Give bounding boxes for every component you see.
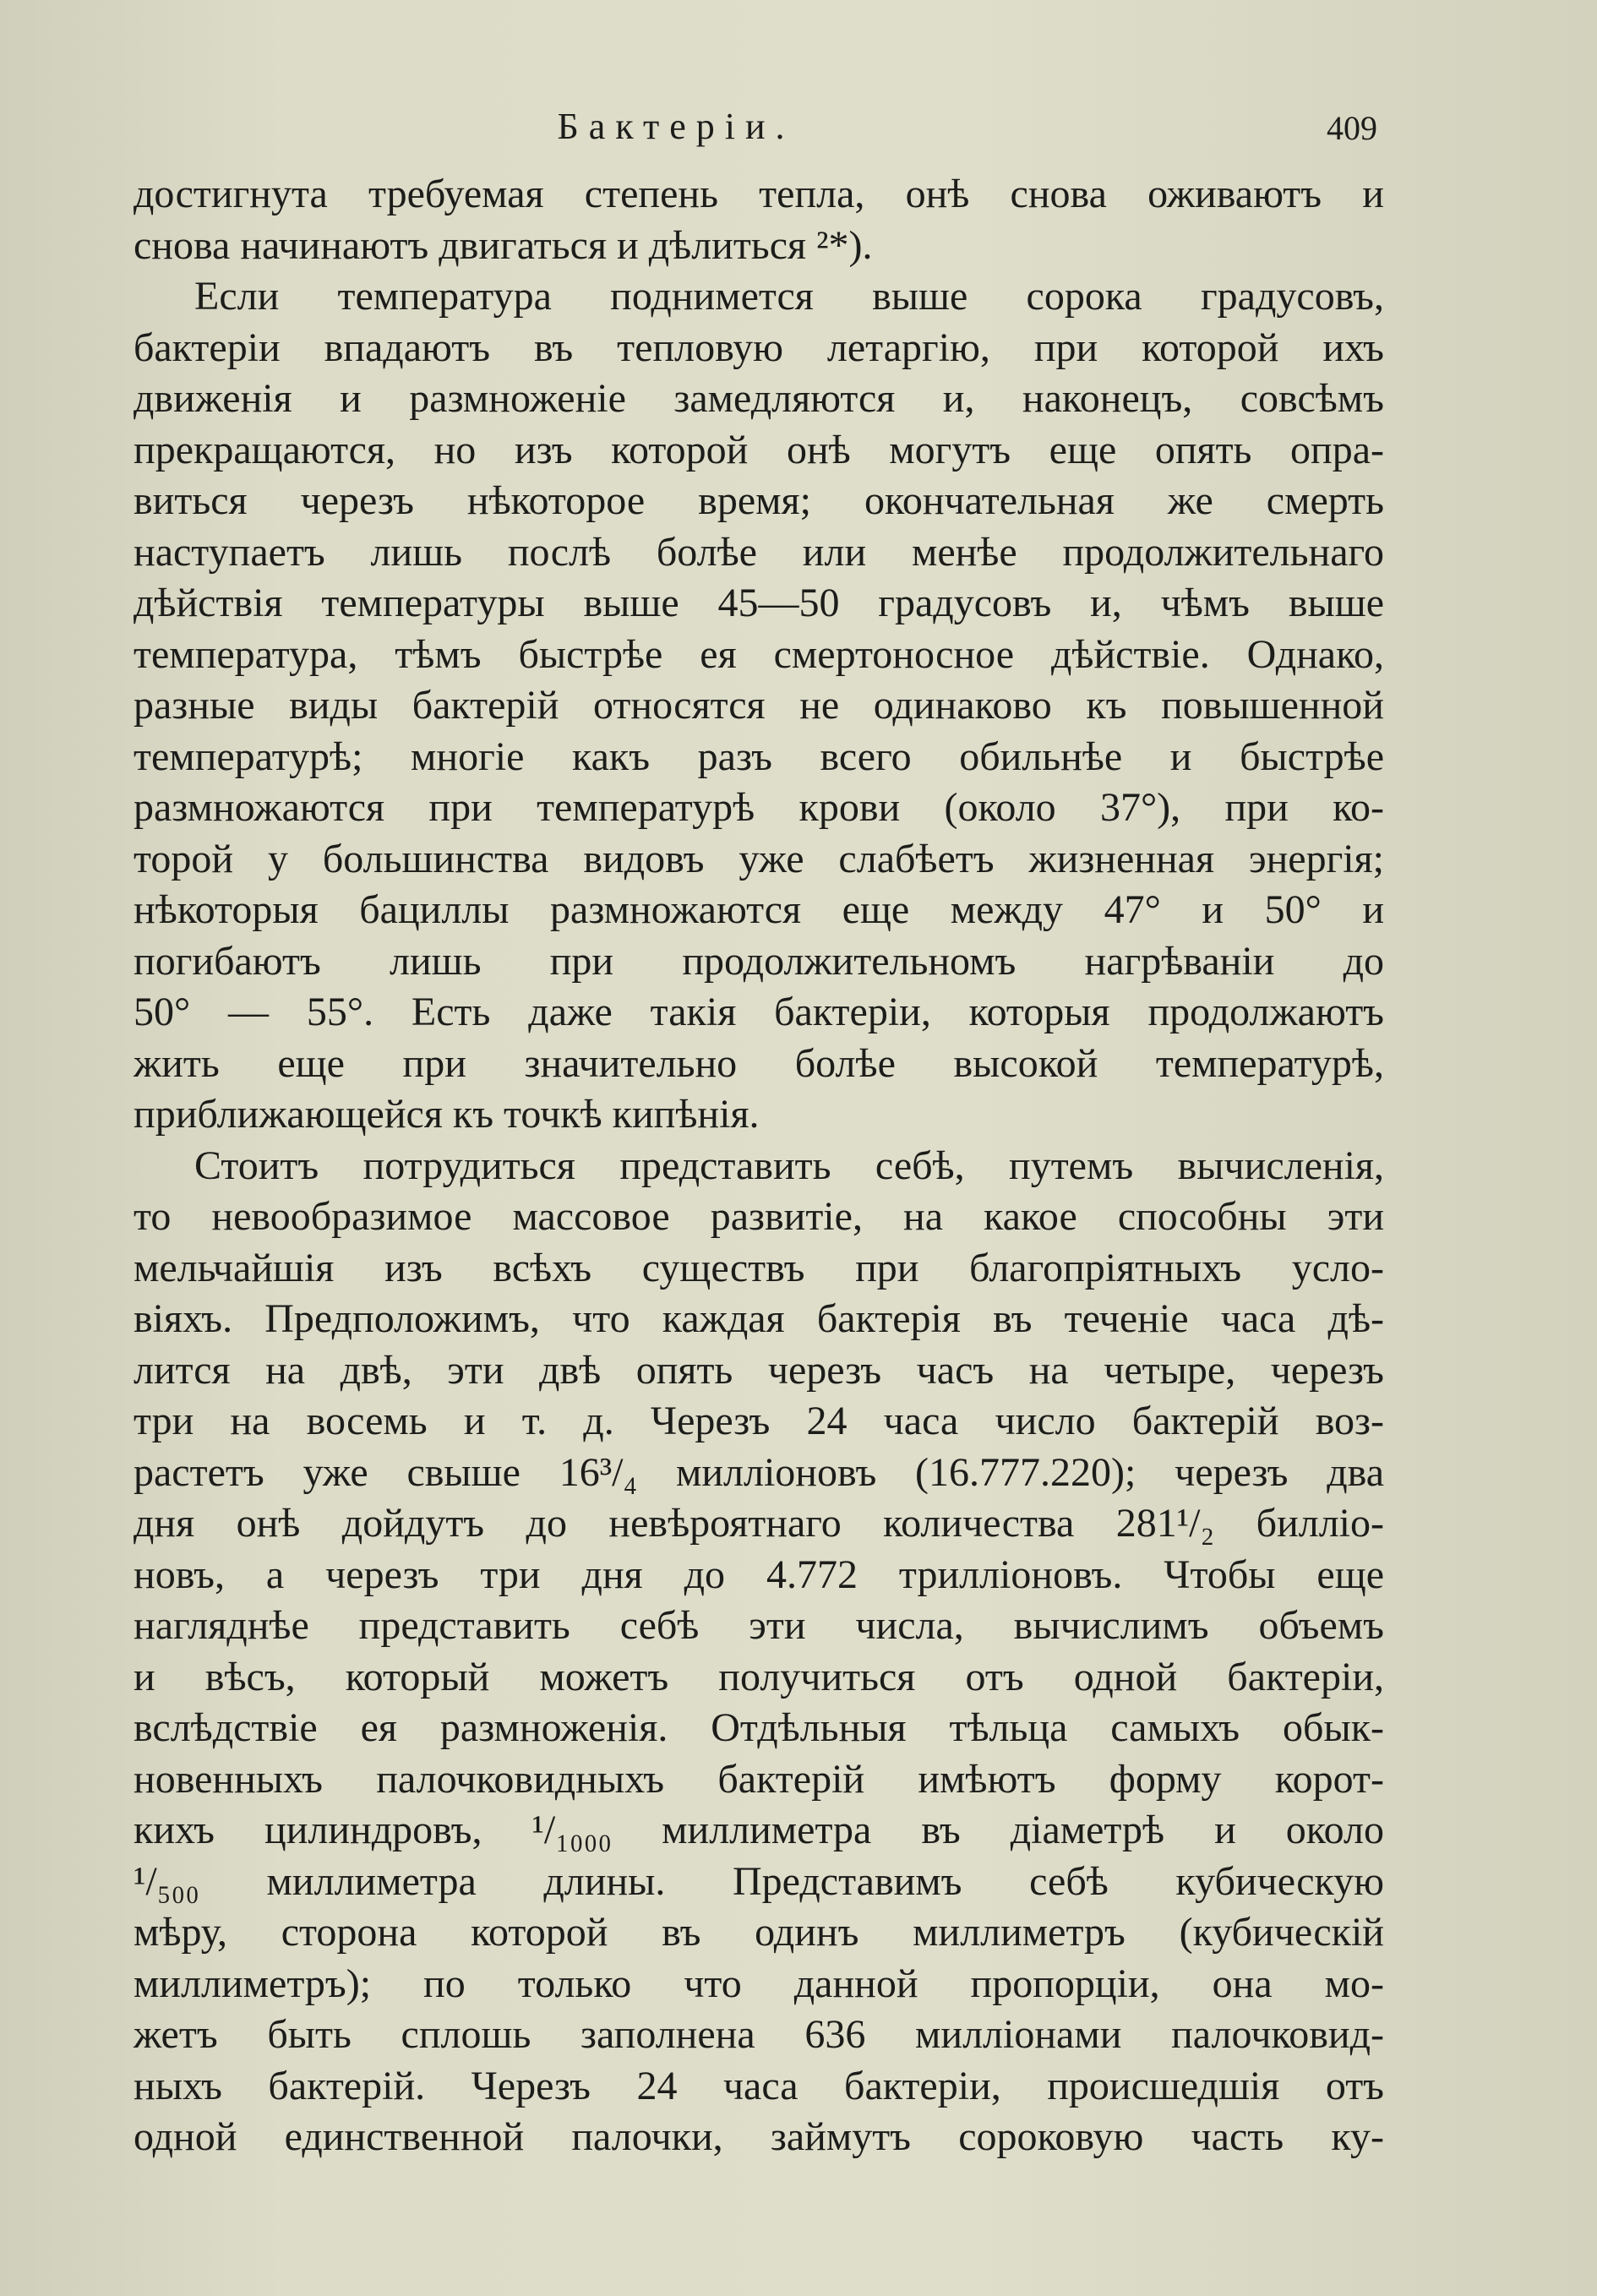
text-body bbox=[134, 169, 1384, 2163]
text-line: наступаетъ лишь послѣ болѣе или менѣе продолжительнаго bbox=[134, 529, 1384, 575]
text-line: снова начинаютъ двигаться и дѣлиться ²*). bbox=[134, 222, 873, 268]
text-line: разные виды бактерiй относятся не одинаково къ повышенной bbox=[134, 683, 1384, 728]
page-number: 409 bbox=[1327, 109, 1377, 147]
text-line: Если температура поднимется выше сорока градусовъ, bbox=[194, 274, 1384, 319]
text-line: жить еще при значительно болѣе высокой температурѣ, bbox=[134, 1040, 1384, 1086]
text-line: погибаютъ лишь при продолжительномъ нагрѣванiи до bbox=[134, 938, 1384, 984]
text-line: размножаются при температурѣ крови (около 37°), при ко- bbox=[134, 785, 1384, 830]
text-line: жетъ быть сплошь заполнена 636 миллiонами палочковид- bbox=[134, 2012, 1384, 2057]
text-line: вслѣдствiе ея размноженiя. Отдѣльныя тѣльца самыхъ обык- bbox=[134, 1705, 1384, 1750]
text-line: мѣру, сторона которой въ одинъ миллиметръ (кубическiй bbox=[134, 1910, 1384, 1955]
text-line: виться черезъ нѣкоторое время; окончательная же смерть bbox=[134, 478, 1384, 523]
running-title: Бактерiи. bbox=[557, 106, 795, 147]
text-line: прекращаются, но изъ которой онѣ могутъ еще опять опра- bbox=[134, 427, 1384, 472]
text-line: температура, тѣмъ быстрѣе ея смертоносное дѣйствiе. Однако, bbox=[134, 631, 1384, 677]
text-line: и вѣсъ, который можетъ получиться отъ одной бактерiи, bbox=[134, 1654, 1384, 1699]
text-line: Стоитъ потрудиться представить себѣ, путемъ вычисленiя, bbox=[194, 1143, 1384, 1188]
text-line: растетъ уже свыше 16³/₄ миллiоновъ (16.777.220); черезъ два bbox=[134, 1449, 1384, 1495]
text-line: одной единственной палочки, займутъ сороковую часть ку- bbox=[134, 2114, 1384, 2159]
text-line: лится на двѣ, эти двѣ опять черезъ часъ на четыре, черезъ bbox=[134, 1347, 1384, 1393]
text-line: температурѣ; многiе какъ разъ всего обильнѣе и быстрѣе bbox=[134, 734, 1384, 779]
text-line: 50° — 55°. Есть даже такiя бактерiи, которыя продолжаютъ bbox=[134, 990, 1384, 1034]
text-line: бактерiи впадаютъ въ тепловую летаргiю, при которой ихъ bbox=[134, 324, 1384, 370]
text-line: ныхъ бактерiй. Черезъ 24 часа бактерiи, происшедшiя отъ bbox=[134, 2063, 1384, 2108]
text-line: кихъ цилиндровъ, ¹/₁₀₀₀ миллиметра въ дiаметрѣ и около bbox=[134, 1808, 1384, 1852]
text-line: новъ, а черезъ три дня до 4.772 триллiоновъ. Чтобы еще bbox=[134, 1552, 1384, 1597]
text-line: мельчайшiя изъ всѣхъ существъ при благопрiятныхъ усло- bbox=[134, 1245, 1384, 1290]
text-line: вiяхъ. Предположимъ, что каждая бактерiя въ теченiе часа дѣ- bbox=[134, 1296, 1384, 1341]
text-line: дня онѣ дойдутъ до невѣроятнаго количества 281¹/₂ биллiо- bbox=[134, 1501, 1384, 1546]
text-line: ¹/₅₀₀ миллиметра длины. Представимъ себѣ кубическую bbox=[134, 1858, 1384, 1904]
text-line: миллиметръ); по только что данной пропорцiи, она мо- bbox=[134, 1961, 1384, 2006]
text-line: три на восемь и т. д. Черезъ 24 часа число бактерiй воз- bbox=[134, 1399, 1384, 1443]
running-head bbox=[127, 101, 1377, 161]
text-line: движенiя и размноженiе замедляются и, наконецъ, совсѣмъ bbox=[134, 376, 1384, 421]
text-line: приближающейся къ точкѣ кипѣнiя. bbox=[134, 1092, 760, 1137]
text-line: дѣйствiя температуры выше 45—50 градусовъ и, чѣмъ выше bbox=[134, 581, 1384, 625]
text-line: нагляднѣе представить себѣ эти числа, вычислимъ объемъ bbox=[134, 1603, 1384, 1648]
text-line: достигнута требуемая степень тепла, онѣ снова оживаютъ и bbox=[134, 172, 1384, 216]
text-line: новенныхъ палочковидныхъ бактерiй имѣютъ форму корот- bbox=[134, 1756, 1384, 1802]
text-line: нѣкоторыя бациллы размножаются еще между 47° и 50° и bbox=[134, 887, 1384, 932]
text-line: торой у большинства видовъ уже слабѣетъ жизненная энергiя; bbox=[134, 836, 1384, 881]
text-line: то невообразимое массовое развитiе, на какое способны эти bbox=[134, 1194, 1384, 1239]
